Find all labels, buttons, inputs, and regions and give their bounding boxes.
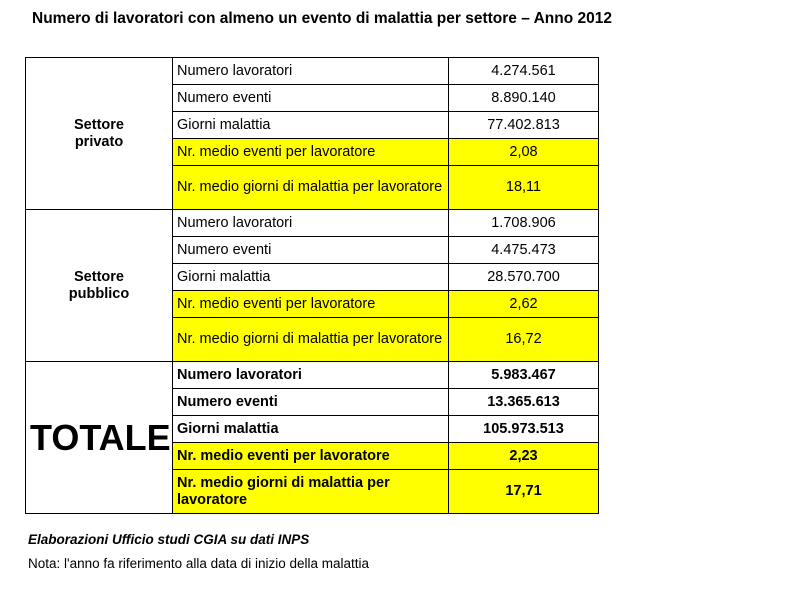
row-label: Nr. medio giorni di malattia per lavoratore <box>173 166 449 210</box>
row-value: 4.274.561 <box>449 58 599 85</box>
group-label-line: TOTALE <box>30 416 171 458</box>
row-label: Giorni malattia <box>173 416 449 443</box>
row-value: 1.708.906 <box>449 210 599 237</box>
table-row-total <box>26 362 599 389</box>
group-label-line: Settore <box>74 268 124 285</box>
table-row <box>26 210 599 237</box>
row-label: Nr. medio giorni di malattia per lavoratore <box>173 470 449 514</box>
row-label: Nr. medio eventi per lavoratore <box>173 139 449 166</box>
row-value: 16,72 <box>449 318 599 362</box>
row-label: Nr. medio eventi per lavoratore <box>173 291 449 318</box>
source-note: Elaborazioni Ufficio studi CGIA su dati INPS <box>28 532 310 547</box>
row-label: Numero eventi <box>173 85 449 112</box>
row-label: Numero lavoratori <box>173 58 449 85</box>
group-label-line: privato <box>74 133 124 150</box>
row-label: Nr. medio giorni di malattia per lavoratore <box>173 318 449 362</box>
group-label-line: Settore <box>74 116 124 133</box>
row-label: Giorni malattia <box>173 264 449 291</box>
row-value: 2,08 <box>449 139 599 166</box>
row-value: 28.570.700 <box>449 264 599 291</box>
row-value: 18,11 <box>449 166 599 210</box>
group-label-total <box>26 362 173 514</box>
sickness-statistics-table <box>25 57 599 514</box>
row-label: Numero lavoratori <box>173 362 449 389</box>
row-label: Nr. medio eventi per lavoratore <box>173 443 449 470</box>
row-value: 105.973.513 <box>449 416 599 443</box>
row-label: Numero eventi <box>173 237 449 264</box>
row-value: 4.475.473 <box>449 237 599 264</box>
group-label-line: pubblico <box>68 285 130 302</box>
group-label-private-sector <box>26 58 173 210</box>
row-label: Giorni malattia <box>173 112 449 139</box>
row-label: Numero eventi <box>173 389 449 416</box>
row-value: 2,62 <box>449 291 599 318</box>
group-label-public-sector <box>26 210 173 362</box>
document-title: Numero di lavoratori con almeno un evento di malattia per settore – Anno 2012 <box>32 10 612 27</box>
row-value: 17,71 <box>449 470 599 514</box>
row-value: 8.890.140 <box>449 85 599 112</box>
row-label: Numero lavoratori <box>173 210 449 237</box>
row-value: 13.365.613 <box>449 389 599 416</box>
row-value: 77.402.813 <box>449 112 599 139</box>
row-value: 5.983.467 <box>449 362 599 389</box>
table-row <box>26 58 599 85</box>
footnote: Nota: l'anno fa riferimento alla data di inizio della malattia <box>28 556 370 571</box>
row-value: 2,23 <box>449 443 599 470</box>
